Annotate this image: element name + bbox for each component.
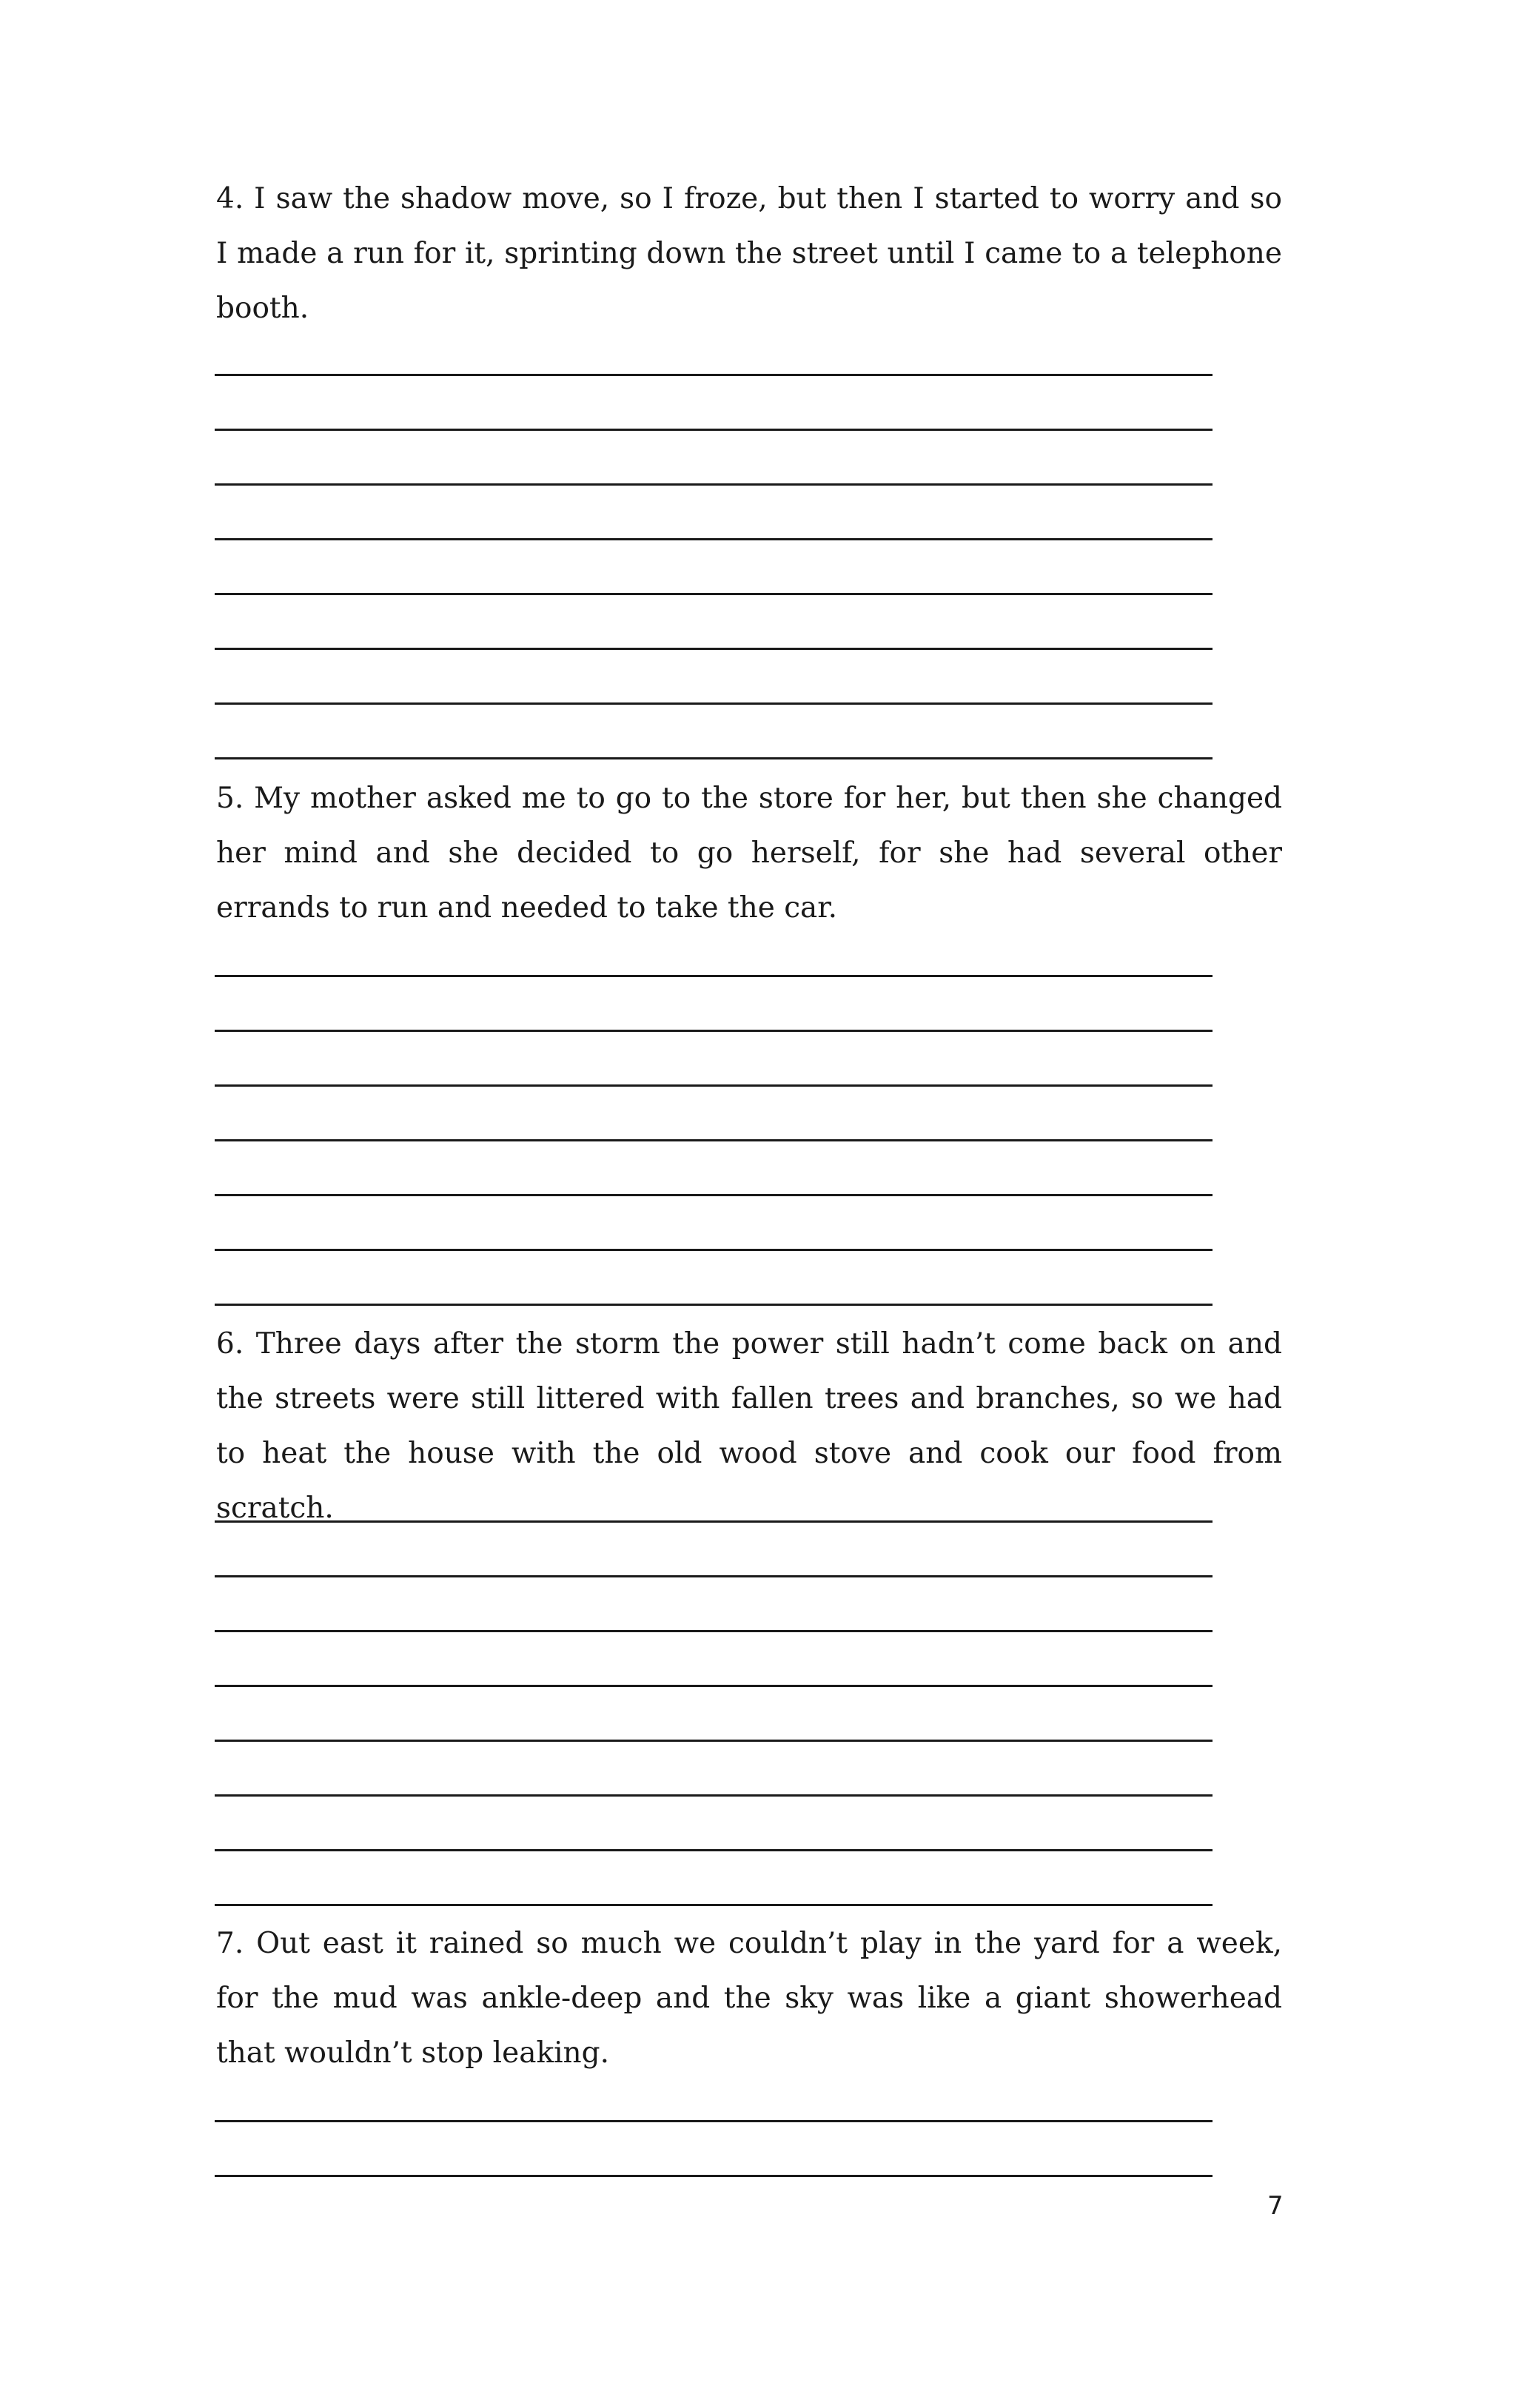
answer-line[interactable]	[215, 483, 1213, 486]
answer-line[interactable]	[215, 1520, 1213, 1523]
answer-line[interactable]	[215, 1249, 1213, 1251]
page-number: 7	[1267, 2191, 1284, 2221]
answer-line[interactable]	[215, 1139, 1213, 1141]
answer-line[interactable]	[215, 1904, 1213, 1906]
answer-line[interactable]	[215, 648, 1213, 650]
answer-line[interactable]	[215, 757, 1213, 759]
question-6-text: 6. Three days after the storm the power still hadn’t come back on and the streets were still littered with fallen trees and branches, so we had to heat the house with the old wood stove and cook our food from scratch.	[216, 1327, 1282, 1525]
answer-line[interactable]	[215, 1740, 1213, 1742]
answer-line[interactable]	[215, 702, 1213, 705]
answer-line[interactable]	[215, 975, 1213, 977]
answer-line[interactable]	[215, 538, 1213, 540]
question-4-text: 4. I saw the shadow move, so I froze, but then I started to worry and so I made a run for it, sprinting down the street until I came to a telephone booth.	[216, 182, 1282, 325]
answer-line[interactable]	[215, 1794, 1213, 1797]
question-5-text: 5. My mother asked me to go to the store for her, but then she changed her mind and she decided to go herself, for she had several other errands to run and needed to take the car.	[216, 782, 1282, 925]
answer-line[interactable]	[215, 429, 1213, 431]
answer-line[interactable]	[215, 1194, 1213, 1196]
answer-line[interactable]	[215, 1630, 1213, 1632]
answer-line[interactable]	[215, 1304, 1213, 1306]
answer-line[interactable]	[215, 374, 1213, 376]
answer-line[interactable]	[215, 1084, 1213, 1087]
answer-line[interactable]	[215, 1575, 1213, 1577]
answer-line[interactable]	[215, 2120, 1213, 2122]
question-7-text: 7. Out east it rained so much we couldn’t play in the yard for a week, for the mud was ankle-deep and the sky was like a giant showerhead that wouldn’t stop leaking.	[216, 1927, 1282, 2070]
answer-line[interactable]	[215, 1685, 1213, 1687]
answer-line[interactable]	[215, 2175, 1213, 2177]
answer-line[interactable]	[215, 1030, 1213, 1032]
answer-line[interactable]	[215, 593, 1213, 595]
answer-line[interactable]	[215, 1849, 1213, 1851]
